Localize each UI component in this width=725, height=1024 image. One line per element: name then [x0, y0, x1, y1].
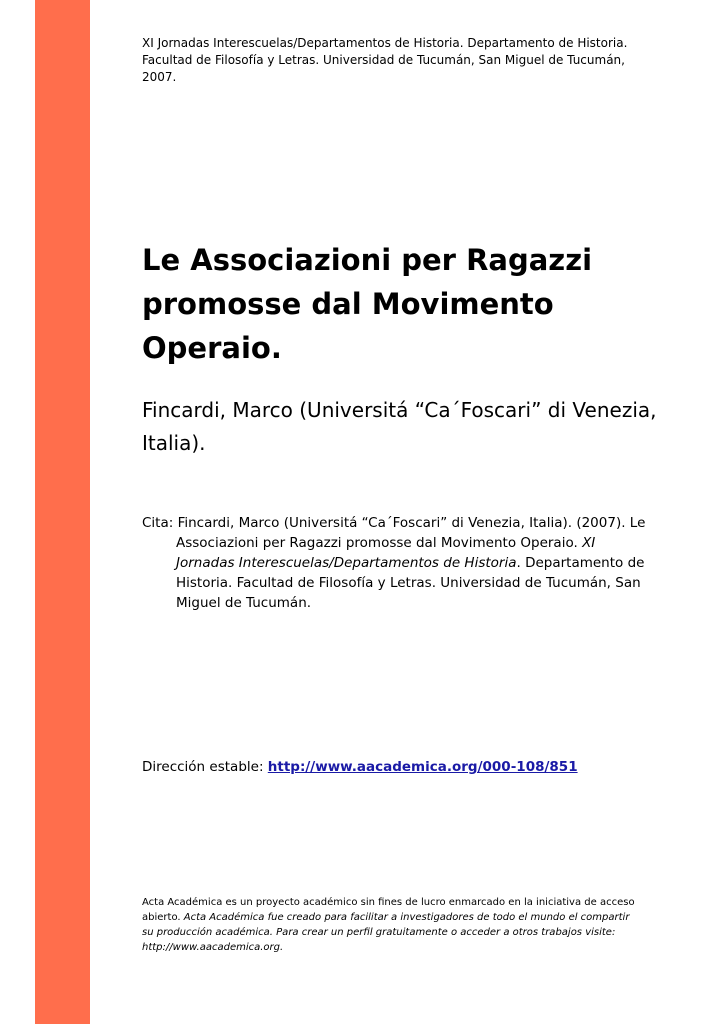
document-title: Le Associazioni per Ragazzi promosse dal Movimento Operaio. [142, 243, 593, 365]
author-line: Fincardi, Marco (Universitá “Ca´Foscari” di Venezia, Italia). [142, 398, 657, 455]
stable-address-label: Dirección estable: [142, 759, 268, 775]
decorative-side-bar [35, 0, 90, 1024]
citation-suffix: . Departamento de Historia. Facultad de Filosofía y Letras. Universidad de Tucumán, San Miguel de Tucumán. [176, 555, 645, 611]
stable-address-link[interactable]: http://www.aacademica.org/000-108/851 [267, 759, 578, 775]
citation-block [142, 513, 652, 613]
citation-prefix: Cita: Fincardi, Marco (Universitá “Ca´Foscari” di Venezia, Italia). (2007). Le Associazioni per Ragazzi promosse dal Movimento Operaio. [142, 515, 646, 551]
footer-note-part1: Acta Académica es un proyecto académico sin fines de lucro enmarcado en la iniciativa de acceso abierto. [142, 897, 635, 923]
citation-venue: XI Jornadas Interescuelas/Departamentos de Historia [176, 535, 596, 571]
stable-address [142, 758, 682, 776]
footer-note-part2: Acta Académica fue creado para facilitar a investigadores de todo el mundo el compartir su producción académica. Para crear un perfil gratuitamente o acceder a otros trabajos visite: http://www.aacademica.org. [142, 912, 630, 953]
conference-header: XI Jornadas Interescuelas/Departamentos de Historia. Departamento de Historia. Facultad de Filosofía y Letras. Universidad de Tucumán, San Miguel de Tucumán, 2007. [142, 36, 628, 84]
footer-note [142, 895, 642, 955]
